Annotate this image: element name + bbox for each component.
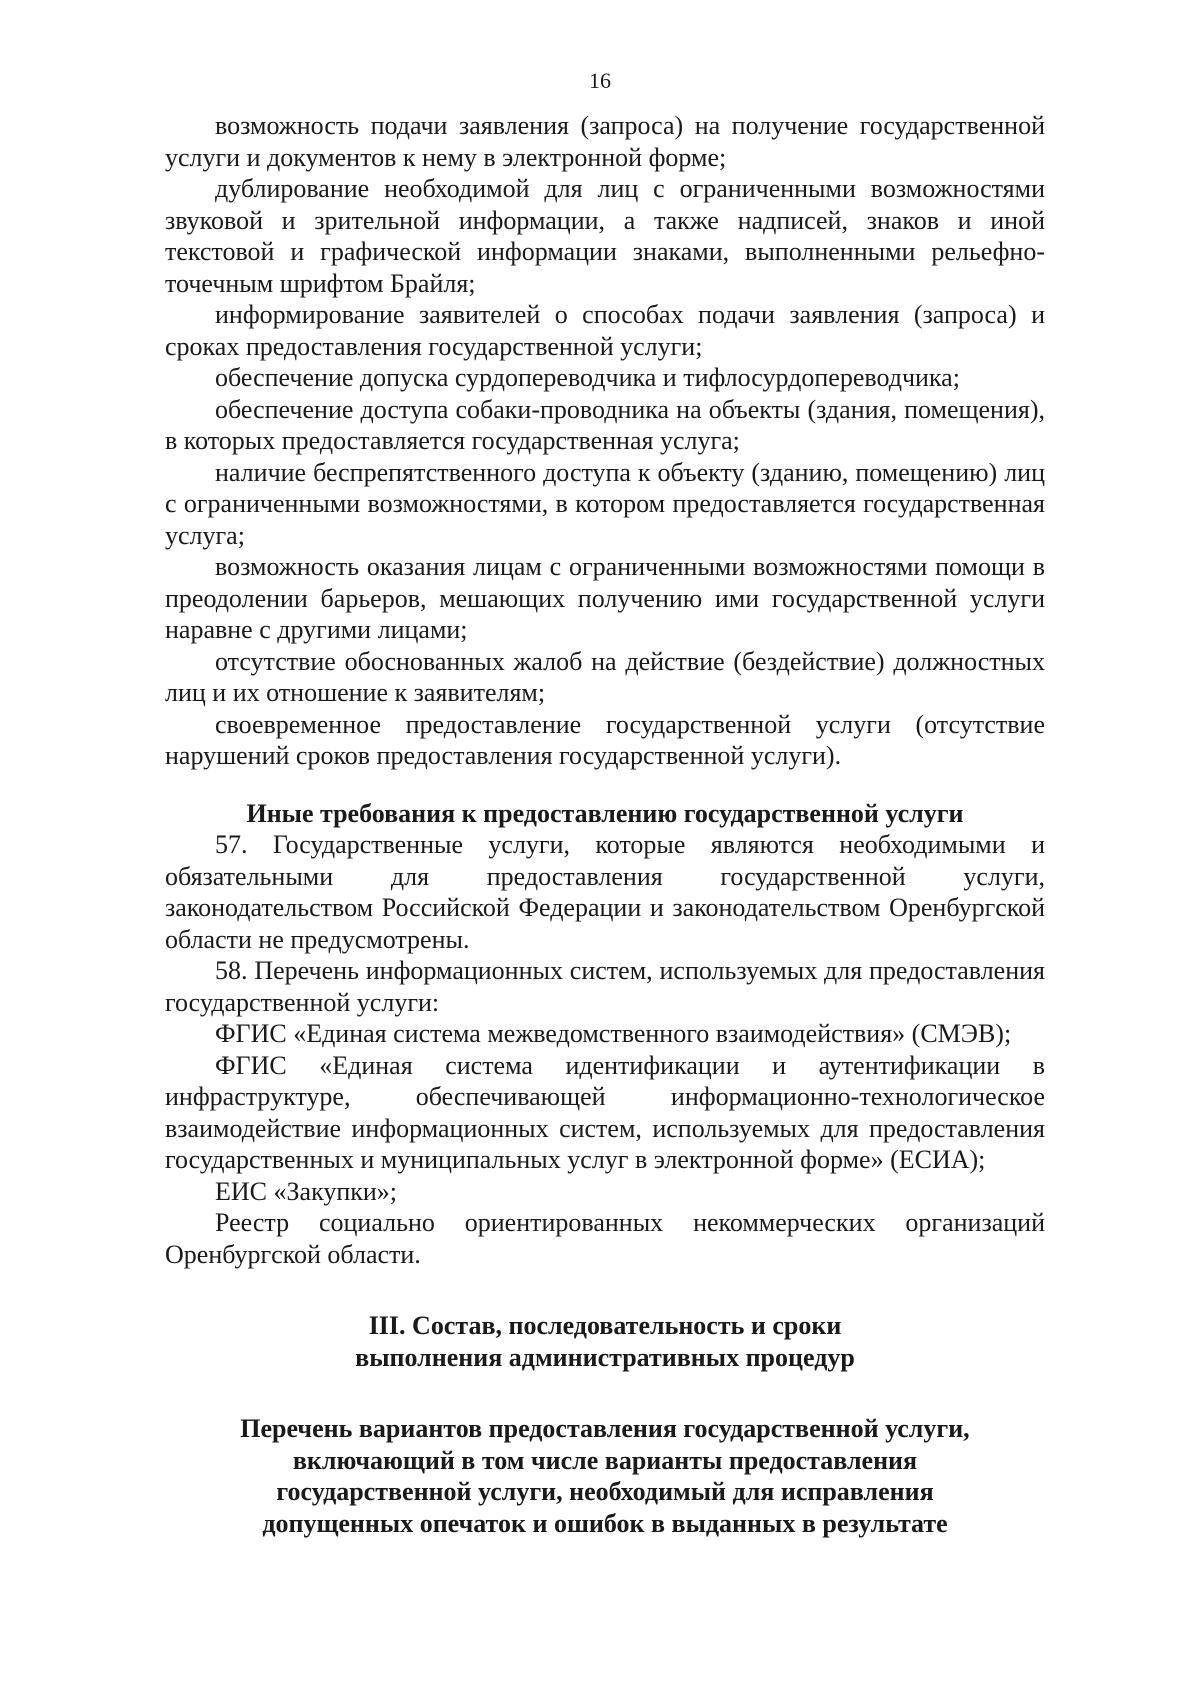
subsection-heading-line: включающий в том числе варианты предоставления	[292, 1445, 918, 1475]
list-item-smev: ФГИС «Единая система межведомственного взаимодействия» (СМЭВ);	[215, 1019, 1012, 1048]
paragraph-timely-provision: своевременное предоставление государственной услуги (отсутствие нарушений сроков предоставления государственной услуги).	[165, 709, 1045, 770]
list-item-esia: ФГИС «Единая система идентификации и аутентификации в инфраструктуре, обеспечивающей информационно-технологическое взаимодействие информационных систем, используемых для предоставления государственных и муниципальных услуг в электронной форме» (ЕСИА);	[165, 1050, 1045, 1174]
section-heading	[165, 1310, 1045, 1373]
paragraph-braille-duplication: дублирование необходимой для лиц с ограниченными возможностями звуковой и зрительной информации, а также надписей, знаков и иной текстовой и графической информации знаками, выполненными рельефно-точечным шрифтом Брайля;	[165, 174, 1045, 298]
paragraph-interpreter-access: обеспечение допуска сурдопереводчика и тифлосурдопереводчика;	[215, 363, 960, 392]
section-heading-line: выполнения административных процедур	[355, 1342, 855, 1372]
paragraph-electronic-submission: возможность подачи заявления (запроса) на получение государственной услуги и документов к нему в электронной форме;	[165, 111, 1045, 172]
paragraph-no-complaints: отсутствие обоснованных жалоб на действие (бездействие) должностных лиц и их отношение к заявителям;	[165, 646, 1045, 707]
paragraph-57: 57. Государственные услуги, которые являются необходимыми и обязательными для предоставления государственной услуги, законодательством Российской Федерации и законодательством Оренбургской области не предусмотрены.	[165, 830, 1045, 954]
document-body	[165, 110, 1045, 1539]
paragraph-assistance: возможность оказания лицам с ограниченными возможностями помощи в преодолении барьеров, мешающих получению ими государственной услуги наравне с другими лицами;	[165, 552, 1045, 644]
page-number: 16	[589, 68, 611, 93]
paragraph-barrier-free-access: наличие беспрепятственного доступа к объекту (зданию, помещению) лиц с ограниченными возможностями, в котором предоставляется государственная услуга;	[165, 457, 1045, 550]
subsection-heading-line: Перечень вариантов предоставления государственной услуги,	[240, 1414, 970, 1443]
list-item-registry: Реестр социально ориентированных некоммерческих организаций Оренбургской области.	[165, 1208, 1045, 1269]
section-heading-line: III. Состав, последовательность и сроки	[368, 1311, 842, 1340]
list-item-eis: ЕИС «Закупки»;	[215, 1176, 398, 1206]
heading-other-requirements: Иные требования к предоставлению государственной услуги	[246, 798, 964, 828]
paragraph-58: 58. Перечень информационных систем, используемых для предоставления государственной услуги:	[165, 956, 1045, 1017]
paragraph-guide-dog-access: обеспечение доступа собаки-проводника на объекты (здания, помещения), в которых предоставляется государственная услуга;	[165, 394, 1045, 455]
paragraph-applicant-informing: информирование заявителей о способах подачи заявления (запроса) и сроках предоставления государственной услуги;	[165, 300, 1045, 361]
subsection-heading	[165, 1413, 1045, 1539]
subsection-heading-line: допущенных опечаток и ошибок в выданных в результате	[262, 1508, 948, 1538]
subsection-heading-line: государственной услуги, необходимый для исправления	[276, 1477, 934, 1506]
